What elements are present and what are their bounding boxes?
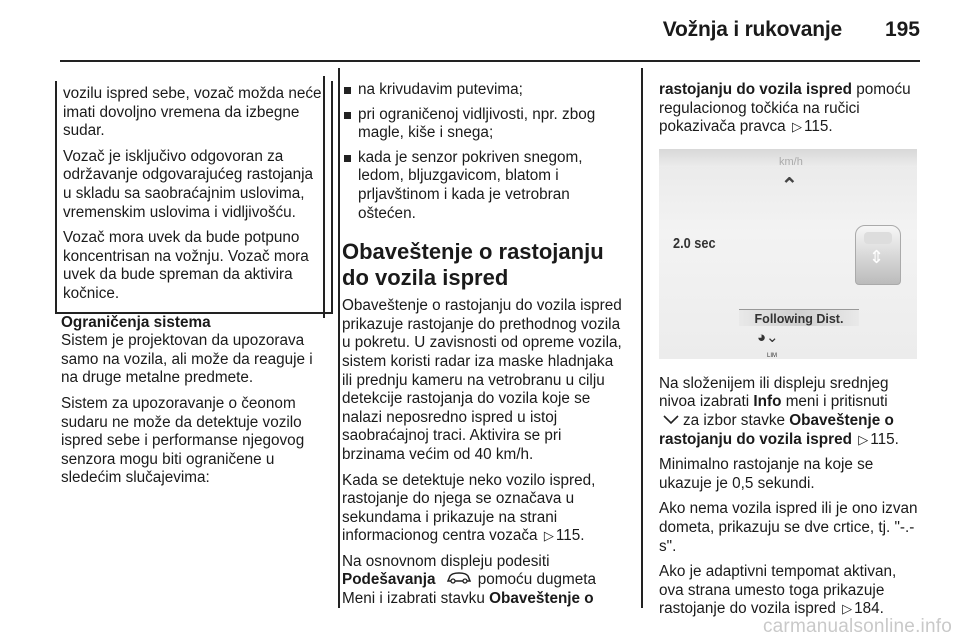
- watermark: carmanualsonline.info: [762, 616, 952, 637]
- gauge-icon: ◕⌄: [757, 328, 779, 346]
- caret-up-icon: ⌃: [781, 174, 798, 197]
- page-header: [60, 0, 920, 62]
- paragraph: Na osnovnom displeju podesiti Podešavanja pomoću dugmeta Meni i izabrati stavku Obaveštenje o: [342, 552, 596, 608]
- section-heading: Obaveštenje o rastojanju do vozila ispred: [342, 239, 604, 291]
- list-item: pri ograničenoj vidljivosti, npr. zbog magle, kiše i snega;: [342, 106, 624, 143]
- lim-label: LIM: [767, 352, 778, 359]
- menu-label: Following Dist.: [739, 309, 859, 326]
- column-divider: [641, 68, 643, 608]
- paragraph: Ako je adaptivni tempomat aktivan, ova strana umesto toga prikazuje rastojanje do vozila ispred ▷ 184.: [659, 563, 897, 618]
- paragraph: Kada se detektuje neko vozilo ispred, rastojanje do njega se označava u sekundama i prikazuje na strani informacionog centra vozača ▷ 115.: [342, 471, 596, 545]
- vehicle-ahead-icon: ⇕: [855, 225, 901, 285]
- display-screenshot: [659, 149, 917, 359]
- paragraph: Minimalno rastojanje na koje se ukazuje je 0,5 sekundi.: [659, 456, 874, 492]
- list-item: kada je senzor pokriven snegom, ledom, bljuzgavicom, blatom i prljavštinom i kada je vetrobran oštećen.: [342, 149, 624, 223]
- bullet-square-icon: [344, 155, 351, 162]
- warning-text-2: Vozač je isključivo odgovoran za održavanje odgovarajućeg rastojanja u skladu sa saobraćajnim uslovima, vremenskim uslovima i vidljivošću.: [63, 147, 314, 221]
- paragraph: Na složenijem ili displeju srednjeg nivoa izabrati Info meni i pritisnuti za izbor stavke Obaveštenje o rastojanju do vozila ispred ▷ 115.: [659, 374, 899, 448]
- page-ref-arrow-icon: ▷: [543, 528, 554, 544]
- page-number: 195: [884, 18, 920, 41]
- warning-box: [55, 81, 333, 314]
- speed-unit: km/h: [779, 155, 803, 168]
- chevron-down-icon: [663, 412, 679, 431]
- page-ref-arrow-icon: ▷: [842, 601, 853, 617]
- warning-text-3: Vozač mora uvek da bude potpuno koncentrisan na vožnju. Vozač mora uvek da bude spreman da aktivira kočnice.: [63, 229, 309, 302]
- paragraph: Sistem je projektovan da upozorava samo na vozila, ali može da reaguje i na druge metalne predmete.: [61, 332, 313, 387]
- column-2: [342, 81, 624, 609]
- paragraph: rastojanju do vozila ispred pomoću regulacionog točkića na ručici pokazivača pravca ▷ 115.: [659, 81, 911, 136]
- paragraph: Sistem za upozoravanje o čeonom sudaru ne može da detektuje vozilo ispred sebe i performanse njegovog senzora mogu biti ograničene u sledećim slučajevima:: [61, 394, 305, 487]
- bullet-square-icon: [344, 87, 351, 94]
- warning-text-1: vozilu ispred sebe, vozač možda neće imati dovoljno vremena da izbegne sudar.: [63, 85, 322, 140]
- column-1: [61, 81, 325, 495]
- distance-seconds: 2.0 sec: [673, 234, 716, 252]
- paragraph: Obaveštenje o rastojanju do vozila ispred prikazuje rastojanje do prethodnog vozila u pokretu. U zavisnosti od opreme vozila, sistem koristi radar iza maske hladnjaka ili prednju kameru na vetrobranu u cilju detekcije rastojanja do vozila koje se nalazi neposredno ispred u istoj saobraćajnoj traci. Aktivira se pri brzinama većim od 40 km/h.: [342, 297, 622, 463]
- page-ref-arrow-icon: ▷: [791, 119, 802, 135]
- section-title-limitations: Ograničenja sistema: [61, 313, 211, 331]
- warning-box-right-border: [323, 76, 325, 318]
- column-3: [659, 81, 923, 626]
- column-divider: [338, 68, 340, 608]
- paragraph: Ako nema vozila ispred ili je ono izvan dometa, prikazuju se dve crtice, tj. "-.- s".: [659, 500, 918, 555]
- bullet-square-icon: [344, 112, 351, 119]
- list-item: na krivudavim putevima;: [342, 81, 624, 100]
- page-ref-arrow-icon: ▷: [858, 431, 869, 447]
- car-menu-icon: [446, 571, 472, 590]
- page-title: Vožnja i rukovanje: [662, 18, 842, 41]
